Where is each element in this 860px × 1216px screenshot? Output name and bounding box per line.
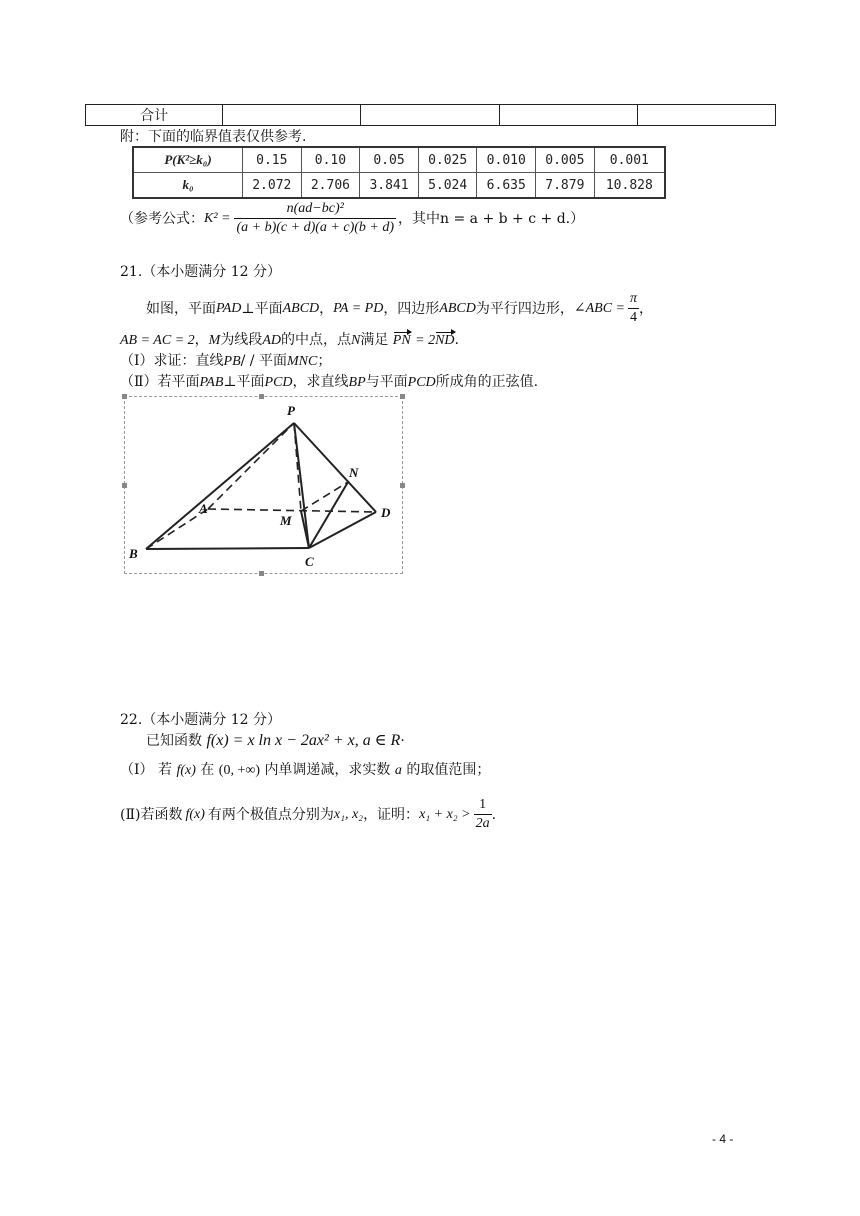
q21-text: ，求直线 <box>292 374 349 390</box>
critical-value-table <box>132 146 666 199</box>
q22-part2 <box>120 796 496 833</box>
k-value-cell: 2.072 <box>243 173 302 199</box>
vertex-label-c: C <box>305 554 314 569</box>
table-cell <box>637 105 775 126</box>
q22-math: x₁, x₂ <box>333 806 364 822</box>
p-value-cell: 0.025 <box>418 147 477 173</box>
q21-line2 <box>120 330 459 351</box>
p-value-cell: 0.10 <box>301 147 360 173</box>
table-cell <box>499 105 637 126</box>
q21-text: ⊥平面 <box>223 374 265 390</box>
q21-line1 <box>146 290 653 327</box>
q21-part2 <box>120 372 538 393</box>
vertex-label-d: D <box>381 505 391 520</box>
p-value-cell: 0.001 <box>594 147 665 173</box>
total-label-cell: 合计 <box>86 105 223 126</box>
q22-intro <box>146 731 405 751</box>
q22-text: 在 <box>200 762 215 778</box>
q21-text: 的中点，点 <box>280 332 351 348</box>
q21-text: / / 平面 <box>240 353 287 369</box>
k-value-cell: 5.024 <box>418 173 477 199</box>
formula-fraction <box>234 200 396 237</box>
q21-angle: ∠ABC = <box>573 300 625 316</box>
p-value-cell: 0.15 <box>243 147 302 173</box>
q21-math: AD <box>262 333 281 348</box>
q21-text: ， <box>194 332 209 348</box>
q21-text: . <box>454 332 459 348</box>
edge-ad <box>208 509 376 512</box>
q22-math: f(x) <box>176 763 196 778</box>
q21-text: 满足 <box>360 332 389 348</box>
part-label: （Ⅱ）若平面 <box>120 374 200 390</box>
vertex-label-m: M <box>280 513 292 528</box>
q21-math: M <box>208 333 221 348</box>
solid-edges <box>146 423 376 549</box>
formula-lhs: K² = <box>204 210 231 226</box>
table-cell <box>223 105 361 126</box>
angle-fraction <box>628 290 639 327</box>
q21-math: ABCD <box>439 300 476 316</box>
k-header-cell: k₀ <box>133 173 243 199</box>
q22-math: (0, +∞) <box>218 763 260 778</box>
table-row <box>86 105 776 126</box>
formula-prefix: （参考公式： <box>120 210 204 227</box>
q22-part1 <box>120 760 490 781</box>
k-value-cell: 7.879 <box>536 173 595 199</box>
edge-mn <box>301 482 348 511</box>
p-header-cell: P(K²≥k₀) <box>133 147 243 173</box>
pyramid-diagram <box>124 396 401 572</box>
q22-function: f(x) = x ln x − 2ax² + x, a ∈ R <box>206 732 401 749</box>
fraction-numerator: 1 <box>474 796 492 815</box>
reference-formula <box>120 200 584 237</box>
q21-part1 <box>120 351 331 372</box>
q21-text: ，四边形 <box>383 300 440 317</box>
q21-math: PCD <box>264 375 293 390</box>
part-label: (Ⅱ)若函数 <box>120 806 183 823</box>
p-value-cell: 0.05 <box>360 147 419 173</box>
edge-pb <box>146 423 294 549</box>
edge-pa <box>208 423 294 509</box>
q22-heading: 22.（本小题满分 12 分） <box>120 712 281 728</box>
q21-text: 为平行四边形， <box>475 300 574 317</box>
table-row <box>133 147 665 173</box>
table-row <box>133 173 665 199</box>
q21-text: ， <box>319 300 334 317</box>
q22-text: 若 <box>157 762 172 778</box>
q22-math: f(x) <box>185 806 205 822</box>
q21-math: AB = AC = 2 <box>120 333 195 348</box>
formula-numerator: n(ad−bc)² <box>234 200 396 219</box>
edge-bc <box>146 548 309 549</box>
q21-math: PA = PD <box>333 300 384 316</box>
q22-math: a <box>394 763 402 778</box>
q21-math: ABCD <box>282 300 320 316</box>
angle-numerator: π <box>628 290 639 309</box>
k-value-cell: 3.841 <box>360 173 419 199</box>
q21-math: = 2 <box>415 333 436 348</box>
summary-table <box>85 104 776 126</box>
inequality-fraction <box>474 796 492 833</box>
edge-pd <box>294 423 376 512</box>
q22-text: ，证明： <box>363 806 420 823</box>
formula-denominator: (a + b)(c + d)(a + c)(b + d) <box>236 220 394 235</box>
q22-math: x₁ + x₂ > <box>419 806 471 822</box>
q21-text: ； <box>317 353 332 369</box>
angle-denominator: 4 <box>630 310 637 325</box>
q21-math: PB <box>223 354 241 369</box>
vector-pn: PN <box>393 331 411 351</box>
q21-text: ⊥平面 <box>241 300 283 317</box>
q21-text: 与平面 <box>365 374 408 390</box>
k-value-cell: 2.706 <box>301 173 360 199</box>
formula-suffix: ，其中n = a + b + c + d.） <box>398 210 585 227</box>
q21-text: 所成角的正弦值. <box>435 374 539 390</box>
vertex-label-p: P <box>287 403 295 418</box>
q21-math: MNC <box>286 354 318 369</box>
vertex-label-a: A <box>199 501 208 516</box>
q21-math: BP <box>348 375 366 390</box>
q22-text: . <box>491 806 497 823</box>
p-value-cell: 0.005 <box>536 147 595 173</box>
q21-math: PCD <box>407 375 436 390</box>
q22-text: 的取值范围； <box>406 762 491 778</box>
k-value-cell: 10.828 <box>594 173 665 199</box>
q21-math: PAB <box>199 375 224 390</box>
q21-text: ， <box>639 300 654 317</box>
fraction-denominator: 2a <box>475 816 490 831</box>
q22-text: · <box>400 733 405 749</box>
vertex-label-n: N <box>349 465 359 480</box>
part-label: （Ⅰ） <box>120 762 154 778</box>
appendix-note: 附：下面的临界值表仅供参考. <box>120 129 307 145</box>
p-value-cell: 0.010 <box>477 147 536 173</box>
vector-nd: ND <box>435 331 454 351</box>
q21-text: 如图，平面 <box>146 300 216 317</box>
q21-text: 为线段 <box>220 332 263 348</box>
part-label: （Ⅰ）求证：直线 <box>120 353 224 369</box>
vertex-label-b: B <box>129 546 138 561</box>
q21-math: PAD <box>216 300 242 316</box>
q22-text: 内单调递减，求实数 <box>264 762 391 778</box>
k-value-cell: 6.635 <box>477 173 536 199</box>
q22-text: 有两个极值点分别为 <box>207 806 334 823</box>
q21-math: N <box>350 333 361 348</box>
q22-text: 已知函数 <box>146 733 202 749</box>
q21-heading: 21.（本小题满分 12 分） <box>120 264 281 280</box>
table-cell <box>361 105 499 126</box>
page-number: - 4 - <box>712 1132 734 1146</box>
